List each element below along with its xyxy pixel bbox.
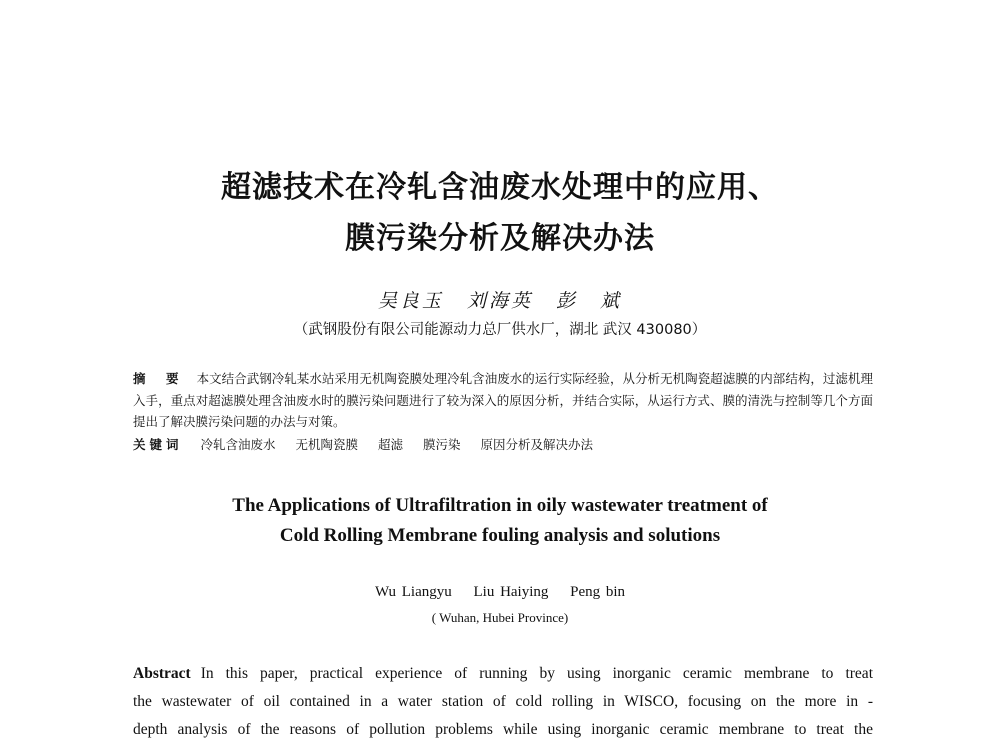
english-author-3: Peng bin xyxy=(570,584,626,600)
keyword: 膜污染 xyxy=(423,437,461,452)
english-title-line-2: Cold Rolling Membrane fouling analysis and solutions xyxy=(279,525,721,546)
english-abstract xyxy=(133,660,873,744)
chinese-title-line-1: 超滤技术在冷轧含油废水处理中的应用、 xyxy=(221,170,779,205)
keyword: 冷轧含油废水 xyxy=(200,437,276,452)
keyword: 无机陶瓷膜 xyxy=(295,437,359,452)
english-title-line-1: The Applications of Ultrafiltration in oily wastewater treatment of xyxy=(232,495,768,516)
english-abstract-label: Abstract xyxy=(133,665,191,682)
chinese-abstract xyxy=(133,368,873,433)
english-abstract-text-1: In this paper, practical experience of running by using inorganic ceramic membrane to treat xyxy=(200,665,873,682)
english-affiliation: ( Wuhan, Hubei Province) xyxy=(431,610,569,625)
english-author-2: Liu Haiying xyxy=(473,584,549,600)
chinese-abstract-text: 本文结合武钢冷轧某水站采用无机陶瓷膜处理冷轧含油废水的运行实际经验，从分析无机陶瓷超滤膜的内部结构，过滤机理入手，重点对超滤膜处理含油废水时的膜污染问题进行了较为深入的原因分析，并结合实际，从运行方式、膜的清洗与控制等几个方面提出了解决膜污染问题的办法与对策。 xyxy=(133,371,873,429)
english-abstract-line-1 xyxy=(133,660,873,688)
english-author-1: Wu Liangyu xyxy=(374,584,452,600)
chinese-author-3: 彭 斌 xyxy=(556,290,623,312)
chinese-author-1: 吴良玉 xyxy=(377,290,444,312)
chinese-authors xyxy=(0,286,1000,313)
english-authors xyxy=(0,584,1000,601)
keyword: 超滤 xyxy=(378,437,404,452)
english-abstract-line-2: the wastewater of oil contained in a water station of cold rolling in WISCO, focusing on the more in - xyxy=(133,693,873,710)
english-abstract-line-3: depth analysis of the reasons of pollution problems while using inorganic ceramic membrane to treat the xyxy=(133,721,873,738)
chinese-abstract-label: 摘 要 xyxy=(133,371,183,386)
chinese-keywords-label: 关键词 xyxy=(133,437,183,452)
chinese-title-line-2: 膜污染分析及解决办法 xyxy=(345,221,655,256)
keyword: 原因分析及解决办法 xyxy=(480,437,594,452)
chinese-keywords xyxy=(133,434,873,456)
chinese-affiliation: （武钢股份有限公司能源动力总厂供水厂，湖北 武汉 430080） xyxy=(293,322,707,338)
chinese-author-2: 刘海英 xyxy=(466,290,533,312)
